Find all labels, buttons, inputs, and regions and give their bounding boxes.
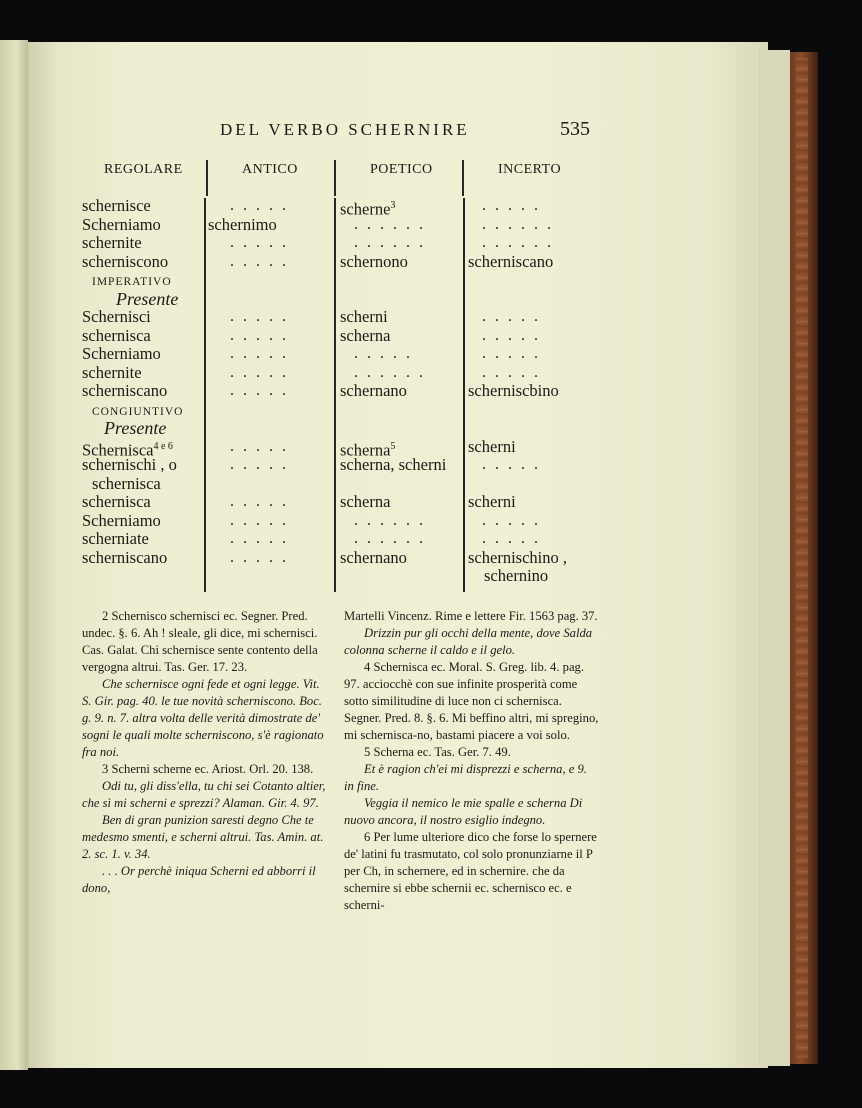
poetico-text: ...... [354, 215, 432, 233]
regolare-cell [82, 234, 142, 252]
regolare-cell [82, 216, 161, 234]
incerto-cell [468, 382, 559, 400]
poetico-text: scherna, scherni [340, 455, 447, 474]
poetico-text: ...... [354, 363, 432, 381]
antico-cell [230, 438, 295, 456]
incerto-cell [468, 438, 516, 456]
antico-cell [230, 512, 295, 530]
regolare-cell [82, 345, 161, 363]
footnote: 4 Schernisca ec. Moral. S. Greg. lib. 4. pag. 97. acciocchè con sue infinite prosperità come sotto similitudine di luce non ci schernisca. Segner. Pred. 8. §. 6. Mi beffino altri, mi spregino, mi schernisca-no, bastami piacere a voi solo. [344, 660, 599, 742]
incerto-cell [482, 308, 547, 326]
footnote: Et è ragion ch'ei mi disprezzi e scherna, e 9. in fine. [344, 762, 587, 793]
regolare-text: Scherniamo [82, 344, 161, 363]
regolare-cell [82, 493, 151, 511]
footnote: Odi tu, gli diss'ella, tu chi sei Cotanto altier, che sì mi scherni e sprezzi? Alaman. Gir. 4. 97. [82, 779, 326, 810]
incerto-text: schernino [484, 566, 549, 585]
poetico-cell [340, 456, 446, 474]
incerto-cell [482, 364, 547, 382]
footnote: 3 Scherni scherne ec. Ariost. Orl. 20. 138. [102, 762, 314, 776]
regolare-text: schernisca [82, 325, 151, 345]
incerto-cell [482, 234, 560, 252]
poetico-cell [340, 493, 390, 511]
regolare-text: schernite [82, 233, 142, 252]
section-heading: CONGIUNTIVO [92, 405, 184, 418]
antico-text: ..... [230, 363, 295, 381]
antico-text: ..... [230, 234, 295, 251]
poetico-cell [354, 512, 432, 530]
antico-text: ..... [230, 493, 295, 510]
antico-cell [230, 456, 295, 474]
poetico-text: scherne [340, 199, 391, 219]
incerto-text: ..... [482, 345, 547, 362]
incerto-cell [482, 456, 547, 474]
incerto-cell [468, 493, 516, 511]
antico-cell [230, 530, 295, 548]
footnote: Veggia il nemico le mie spalle e scherna Di nuovo ancora, il nostro esiglio indegno. [344, 796, 583, 827]
regolare-cell [82, 456, 177, 474]
incerto-text: scherni [468, 436, 516, 456]
incerto-text: scherni [468, 492, 516, 511]
antico-text: ..... [230, 345, 295, 362]
poetico-text: ...... [354, 234, 432, 251]
incerto-text: scherniscbino [468, 381, 559, 400]
running-head: DEL VERBO SCHERNIRE [220, 120, 470, 139]
regolare-cell [82, 327, 151, 345]
poetico-cell [340, 382, 407, 400]
antico-cell [230, 197, 295, 215]
regolare-cell [82, 364, 142, 382]
incerto-cell [484, 567, 548, 585]
footnote-marker: 5 [390, 440, 396, 452]
poetico-cell [354, 216, 432, 234]
poetico-cell [354, 530, 432, 548]
antico-cell [230, 234, 295, 252]
footnote: 6 Per lume ulteriore dico che forse lo spernere de' latini fu trasmutato, col solo pronunziarne il P per Ch, in schernere, ed in schernire. che da schernire si ebbe schernii ec. schernisco ec. e scherni- [344, 830, 597, 912]
regolare-text: Scherniamo [82, 510, 161, 530]
antico-text: schernimo [208, 214, 277, 234]
section-heading: IMPERATIVO [92, 276, 172, 288]
incerto-text: ..... [482, 308, 547, 325]
cover-marbling [796, 58, 808, 1058]
antico-text: ..... [230, 437, 295, 455]
poetico-text: ...... [354, 511, 432, 529]
poetico-text: schernono [340, 251, 408, 271]
column-rule [204, 198, 206, 592]
incerto-text: ..... [482, 530, 547, 547]
footnote: Drizzin pur gli occhi della mente, dove Salda colonna scherne il caldo e il gelo. [344, 626, 593, 657]
regolare-cell [82, 308, 151, 326]
poetico-cell [340, 327, 390, 345]
column-rule [334, 198, 336, 592]
column-header-incerto: INCERTO [498, 162, 562, 177]
incerto-text: scherniscano [468, 251, 554, 271]
poetico-cell [354, 234, 432, 252]
incerto-cell [482, 216, 560, 234]
incerto-text: ...... [482, 215, 560, 233]
antico-text: ..... [230, 382, 295, 399]
incerto-cell [482, 197, 547, 215]
regolare-text: schernischi , o [82, 455, 177, 474]
regolare-text: schernisca [82, 492, 151, 511]
page-edges [758, 50, 790, 1066]
incerto-cell [468, 253, 553, 271]
regolare-cell [92, 475, 161, 493]
antico-text: ..... [230, 326, 295, 344]
antico-text: ..... [230, 197, 295, 214]
antico-text: ..... [230, 530, 295, 547]
incerto-cell [482, 530, 547, 548]
footnote-marker: 3 [390, 200, 396, 211]
footnote: 2 Schernisco schernisci ec. Segner. Pred. undec. §. 6. Ah ! sleale, gli dice, mi schernisci. Cas. Galat. Chi schernisce sente contento della vergogna altrui. Tas. Ger. 17. 23. [82, 609, 318, 674]
column-rule [334, 160, 336, 196]
column-header-regolare: REGOLARE [104, 162, 183, 177]
antico-text: ..... [230, 456, 295, 473]
poetico-text: scherni [340, 307, 388, 326]
footnote: . . . Or perchè iniqua Scherni ed abborri il dono, [82, 864, 316, 895]
antico-cell [230, 253, 295, 271]
antico-cell [230, 308, 295, 326]
regolare-cell [82, 253, 168, 271]
regolare-text: schernite [82, 362, 142, 382]
regolare-text: scherniscano [82, 381, 168, 400]
poetico-text: ...... [354, 530, 432, 547]
regolare-text: Scherniamo [82, 214, 161, 234]
poetico-cell [354, 364, 432, 382]
regolare-text: scherniscono [82, 251, 169, 271]
tense-heading: Presente [104, 418, 167, 438]
footnote: 5 Scherna ec. Tas. Ger. 7. 49. [364, 745, 511, 759]
antico-cell [230, 364, 295, 382]
incerto-text: schernischino , [468, 547, 567, 567]
poetico-cell [340, 549, 407, 567]
poetico-text: ..... [354, 345, 419, 362]
column-header-poetico: POETICO [370, 162, 433, 177]
poetico-text: scherna [340, 325, 391, 345]
regolare-cell [82, 382, 167, 400]
poetico-text: schernano [340, 547, 407, 567]
regolare-text: Schernisci [82, 307, 151, 326]
regolare-cell [82, 530, 149, 548]
poetico-text: scherna [340, 492, 391, 511]
column-header-antico: ANTICO [242, 162, 298, 177]
regolare-cell [82, 549, 167, 567]
footnotes-left [82, 608, 332, 897]
footnote-marker: 4 e 6 [153, 440, 173, 452]
antico-text: ..... [230, 548, 295, 566]
regolare-text: schernisca [92, 473, 161, 493]
poetico-text: schernano [340, 381, 407, 400]
poetico-text: scherna [340, 440, 391, 459]
incerto-cell [482, 327, 547, 345]
antico-cell [230, 327, 295, 345]
footnote: Martelli Vincenz. Rime e lettere Fir. 1563 pag. 37. [344, 609, 598, 623]
antico-cell [230, 345, 295, 363]
column-rule [462, 160, 464, 196]
footnote: Che schernisce ogni fede et ogni legge. Vit. S. Gir. pag. 40. le tue novità schernisconо. Boc. g. 9. n. 7. altra volta delle verità dimostrate de' sogni le quali molte scherniscono, s'è ragionato fra noi. [82, 677, 324, 759]
incerto-cell [482, 345, 547, 363]
antico-cell [230, 549, 295, 567]
antico-cell [208, 216, 277, 234]
incerto-text: ..... [482, 326, 547, 344]
poetico-cell [340, 253, 408, 271]
regolare-text: scherniate [82, 529, 149, 548]
poetico-cell [354, 345, 419, 363]
incerto-text: ..... [482, 511, 547, 529]
regolare-cell [82, 512, 161, 530]
regolare-cell [82, 197, 151, 215]
page-number: 535 [560, 118, 590, 140]
incerto-cell [482, 512, 547, 530]
poetico-cell [340, 308, 388, 326]
footnotes-right [344, 608, 599, 914]
tense-heading: Presente [116, 288, 179, 309]
regolare-text: scherniscano [82, 547, 168, 567]
antico-text: ..... [230, 308, 295, 325]
antico-text: ..... [230, 252, 295, 270]
incerto-text: ..... [482, 197, 547, 214]
regolare-text: Schernisca [82, 440, 154, 459]
left-page-edge [0, 40, 28, 1070]
column-rule [463, 198, 465, 592]
footnote: Ben di gran punizion saresti degno Che te medesmo smenti, e scherni altrui. Tas. Amin. at. 2. sc. 1. v. 34. [82, 813, 324, 861]
column-rule [206, 160, 208, 196]
incerto-text: ...... [482, 234, 560, 251]
incerto-text: ..... [482, 456, 547, 473]
antico-text: ..... [230, 511, 295, 529]
incerto-text: ..... [482, 363, 547, 381]
antico-cell [230, 493, 295, 511]
regolare-text: schernisce [82, 196, 151, 215]
antico-cell [230, 382, 295, 400]
incerto-cell [468, 549, 567, 567]
